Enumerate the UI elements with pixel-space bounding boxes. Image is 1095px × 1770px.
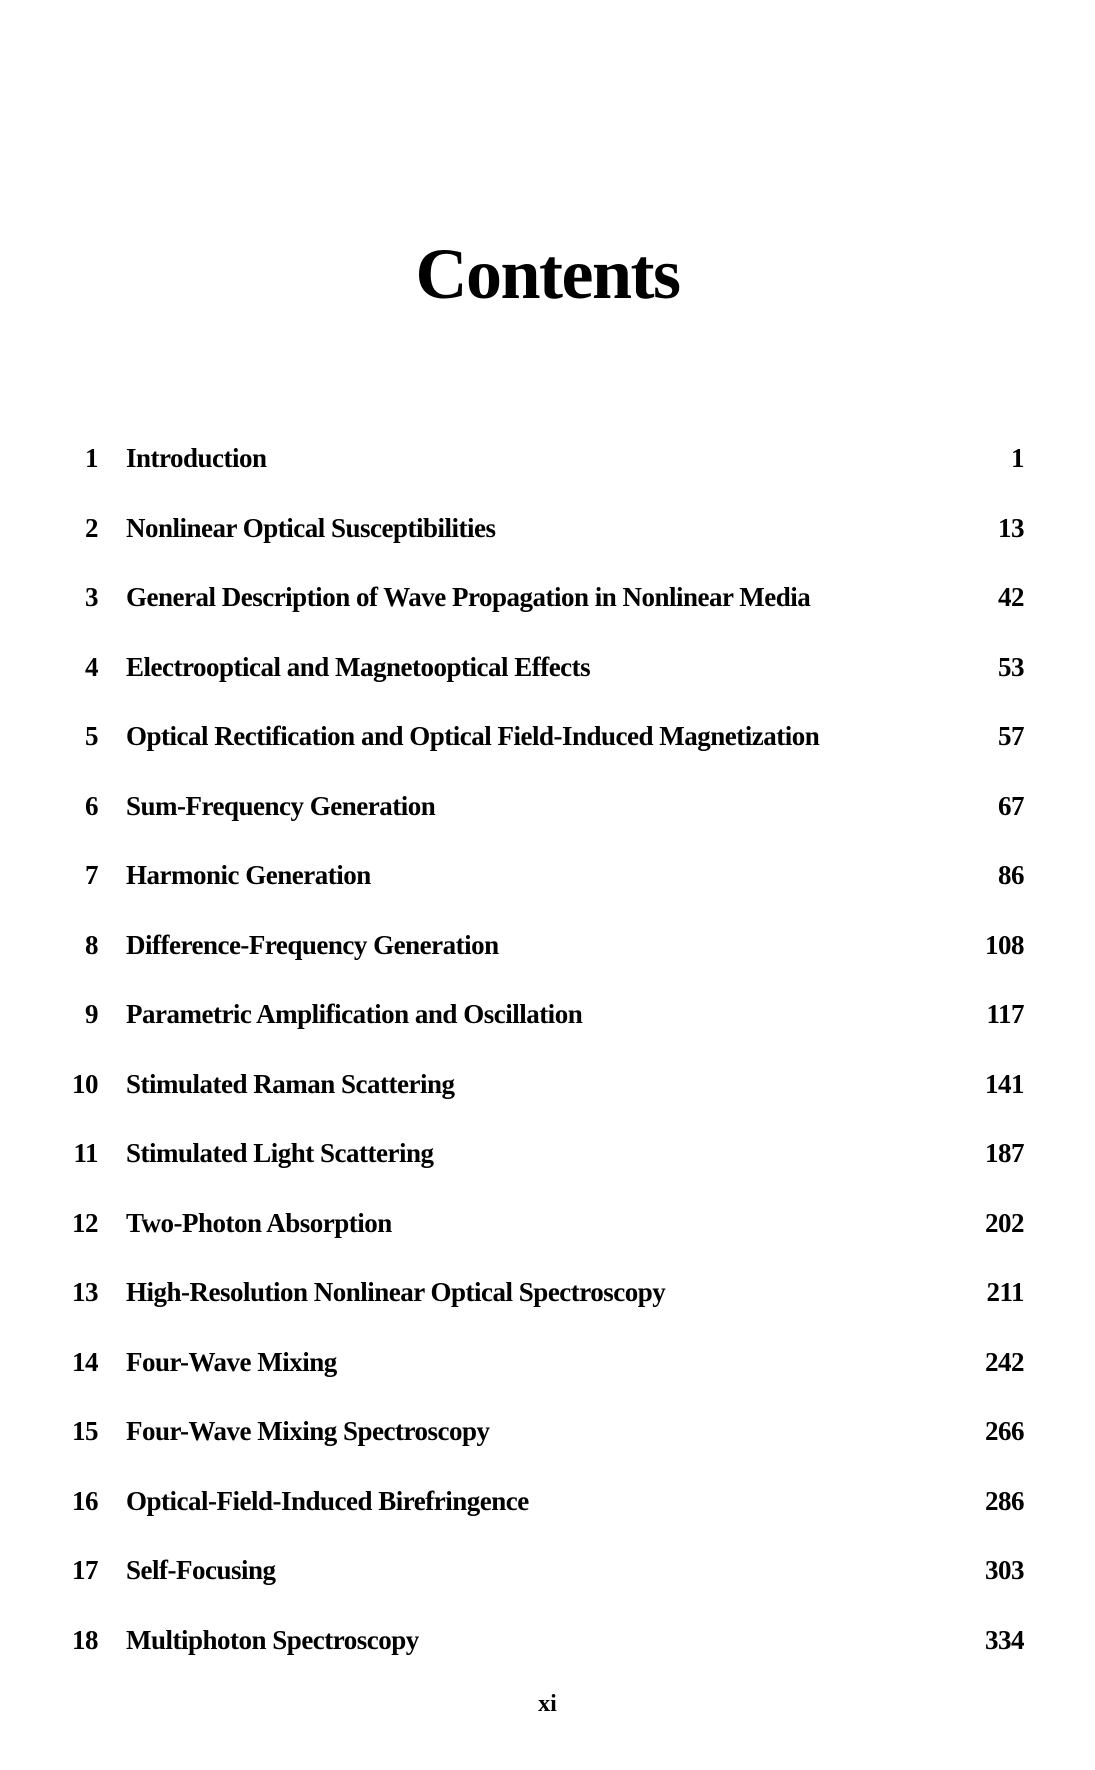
page-number: 286 [985,1485,1024,1516]
toc-entry [0,1347,1095,1417]
toc-entry [0,652,1095,722]
toc-entry [0,1486,1095,1556]
page-number: 1 [1011,443,1024,473]
chapter-title: Parametric Amplification and Oscillation [126,999,583,1029]
chapter-number: 17 [72,1555,98,1585]
page-number: 242 [985,1346,1024,1377]
page-title: Contents [415,234,680,314]
page-number: 187 [985,1138,1024,1168]
toc-entry [0,1555,1095,1625]
page-number: 57 [998,721,1024,751]
chapter-number: 18 [72,1624,98,1655]
chapter-number: 11 [73,1138,98,1168]
toc-entry [0,1625,1095,1695]
chapter-number: 2 [85,512,98,543]
toc-entry [0,1069,1095,1139]
page-number: 42 [998,582,1024,612]
chapter-number: 10 [72,1068,98,1099]
toc-entry [0,721,1095,791]
chapter-title: Stimulated Raman Scattering [126,1068,455,1099]
page-number: 108 [985,929,1024,960]
chapter-title: Multiphoton Spectroscopy [126,1624,419,1655]
chapter-title: High-Resolution Nonlinear Optical Spectroscopy [126,1277,666,1307]
chapter-number: 4 [85,651,98,682]
chapter-title: Four-Wave Mixing [126,1346,337,1377]
page-folio: xi [538,1691,557,1717]
toc-entry [0,860,1095,930]
chapter-title: Self-Focusing [126,1555,276,1585]
table-of-contents [0,443,1095,1694]
toc-entry [0,513,1095,583]
chapter-title: Difference-Frequency Generation [126,929,499,960]
chapter-title: Harmonic Generation [126,860,371,890]
chapter-number: 16 [72,1485,98,1516]
page-number: 67 [998,790,1024,821]
chapter-number: 15 [72,1416,98,1446]
toc-entry [0,1416,1095,1486]
toc-entry [0,1277,1095,1347]
chapter-number: 8 [85,929,98,960]
chapter-number: 13 [72,1277,98,1307]
toc-entry [0,582,1095,652]
chapter-title: Sum-Frequency Generation [126,790,436,821]
chapter-title: Electrooptical and Magnetooptical Effects [126,651,591,682]
chapter-number: 5 [85,721,98,751]
chapter-number: 12 [72,1207,98,1238]
chapter-number: 6 [85,790,98,821]
toc-entry [0,999,1095,1069]
toc-entry [0,930,1095,1000]
toc-entry [0,791,1095,861]
page-number: 53 [998,651,1024,682]
chapter-title: General Description of Wave Propagation in Nonlinear Media [126,582,811,612]
chapter-title: Two-Photon Absorption [126,1207,392,1238]
chapter-number: 14 [72,1346,98,1377]
chapter-title: Stimulated Light Scattering [126,1138,434,1168]
toc-entry [0,1138,1095,1208]
chapter-number: 7 [85,860,98,890]
page-number: 266 [985,1416,1024,1446]
page-number: 334 [985,1624,1024,1655]
page-number: 141 [985,1068,1024,1099]
page-number: 202 [985,1207,1024,1238]
toc-entry [0,1208,1095,1278]
chapter-number: 1 [85,443,98,473]
toc-entry [0,443,1095,513]
page-number: 117 [986,999,1024,1029]
chapter-title: Nonlinear Optical Susceptibilities [126,512,496,543]
page-number: 211 [986,1277,1024,1307]
chapter-number: 9 [85,999,98,1029]
page-number: 303 [985,1555,1024,1585]
chapter-title: Introduction [126,443,267,473]
chapter-title: Four-Wave Mixing Spectroscopy [126,1416,490,1446]
page-number: 13 [998,512,1024,543]
chapter-title: Optical Rectification and Optical Field-Induced Magnetization [126,721,820,751]
chapter-number: 3 [85,582,98,612]
chapter-title: Optical-Field-Induced Birefringence [126,1485,529,1516]
page-number: 86 [998,860,1024,890]
